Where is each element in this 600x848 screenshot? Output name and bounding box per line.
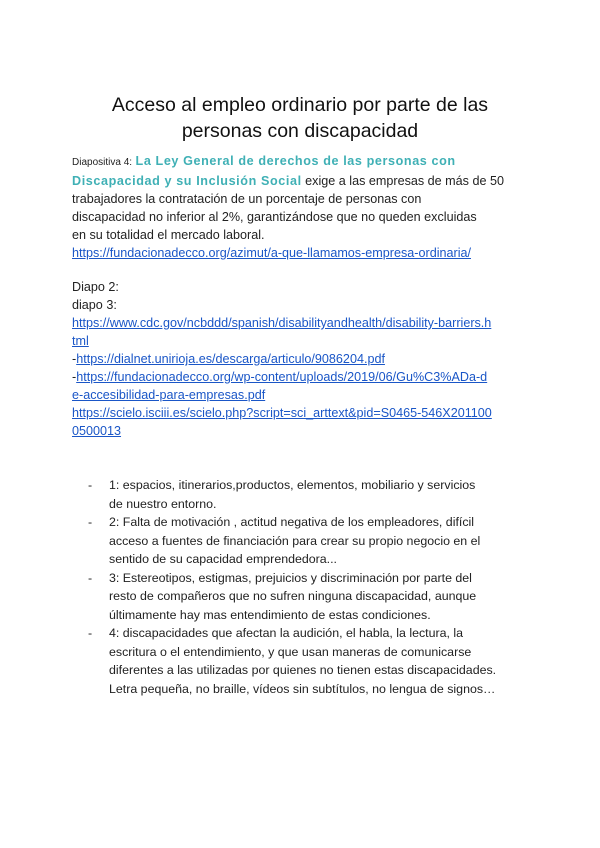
law-highlight-line-1: La Ley General de derechos de las personas con <box>135 154 456 168</box>
adecco-guide-link-dash: - <box>72 370 77 384</box>
list-item <box>88 569 528 625</box>
dialnet-link-dash: - <box>72 352 77 366</box>
diapo-2-label: Diapo 2: <box>72 280 119 294</box>
list-item <box>88 476 528 513</box>
adecco-azimut-link[interactable]: https://fundacionadecco.org/azimut/a-que-llamamos-empresa-ordinaria/ <box>72 246 471 260</box>
list-dash: - <box>88 515 93 529</box>
references-block <box>72 278 532 440</box>
list-item-line: de nuestro entorno. <box>109 496 217 511</box>
list-item-line: escritura o el entendimiento, y que usan maneras de comunicarse <box>109 644 472 659</box>
adecco-guide-link-line-2[interactable]: e-accesibilidad-para-empresas.pdf <box>72 388 266 402</box>
slide-4-text-line-5: en su totalidad el mercado laboral. <box>72 228 265 242</box>
list-item-line: últimamente hay mas entendimiento de estas condiciones. <box>109 607 431 622</box>
scielo-link-line-2[interactable]: 0500013 <box>72 424 122 438</box>
list-dash: - <box>88 478 93 492</box>
cdc-link-line-1[interactable]: https://www.cdc.gov/ncbddd/spanish/disabilityandhealth/disability-barriers.h <box>72 316 492 330</box>
adecco-guide-link-line-1[interactable]: https://fundacionadecco.org/wp-content/uploads/2019/06/Gu%C3%ADa-d <box>76 370 488 384</box>
list-item-line: Letra pequeña, no braille, vídeos sin subtítulos, no lengua de signos… <box>109 681 496 696</box>
scielo-link-line-1[interactable]: https://scielo.isciii.es/scielo.php?script=sci_arttext&pid=S0465-546X201100 <box>72 406 492 420</box>
slide-4-text-line-2: exige a las empresas de más de 50 <box>301 174 504 188</box>
dialnet-link[interactable]: https://dialnet.unirioja.es/descarga/articulo/9086204.pdf <box>76 352 385 366</box>
list-item-line: 3: Estereotipos, estigmas, prejuicios y discriminación por parte del <box>109 570 472 585</box>
slide-4-label: Diapositiva 4: <box>72 157 133 168</box>
list-item-line: acceso a fuentes de financiación para crear su propio negocio en el <box>109 533 481 548</box>
cdc-link-line-2[interactable]: tml <box>72 334 89 348</box>
list-item <box>88 624 528 698</box>
title-line-2: personas con discapacidad <box>181 120 419 142</box>
page-title <box>72 92 528 144</box>
list-item-line: resto de compañeros que no sufren ninguna discapacidad, aunque <box>109 589 477 603</box>
law-highlight-line-2: Discapacidad y su Inclusión Social <box>72 174 302 188</box>
list-item-line: sentido de su capacidad emprendedora... <box>109 552 338 566</box>
diapo-3-label: diapo 3: <box>72 298 117 312</box>
barriers-list <box>88 476 528 698</box>
title-line-1: Acceso al empleo ordinario por parte de las <box>111 94 489 116</box>
list-dash: - <box>88 570 93 585</box>
list-item <box>88 513 528 569</box>
slide-4-paragraph <box>72 152 532 262</box>
slide-4-text-line-3: trabajadores la contratación de un porcentaje de personas con <box>72 192 422 206</box>
list-dash: - <box>88 626 93 640</box>
list-item-line: 1: espacios, itinerarios,productos, elementos, mobiliario y servicios <box>109 478 476 492</box>
list-item-line: diferentes a las utilizadas por quienes no tienen estas discapacidades. <box>109 663 497 677</box>
list-item-line: 2: Falta de motivación , actitud negativa de los empleadores, difícil <box>109 515 475 529</box>
list-item-line: 4: discapacidades que afectan la audición, el habla, la lectura, la <box>109 626 464 640</box>
slide-4-text-line-4: discapacidad no inferior al 2%, garantizándose que no queden excluidas <box>72 210 477 224</box>
